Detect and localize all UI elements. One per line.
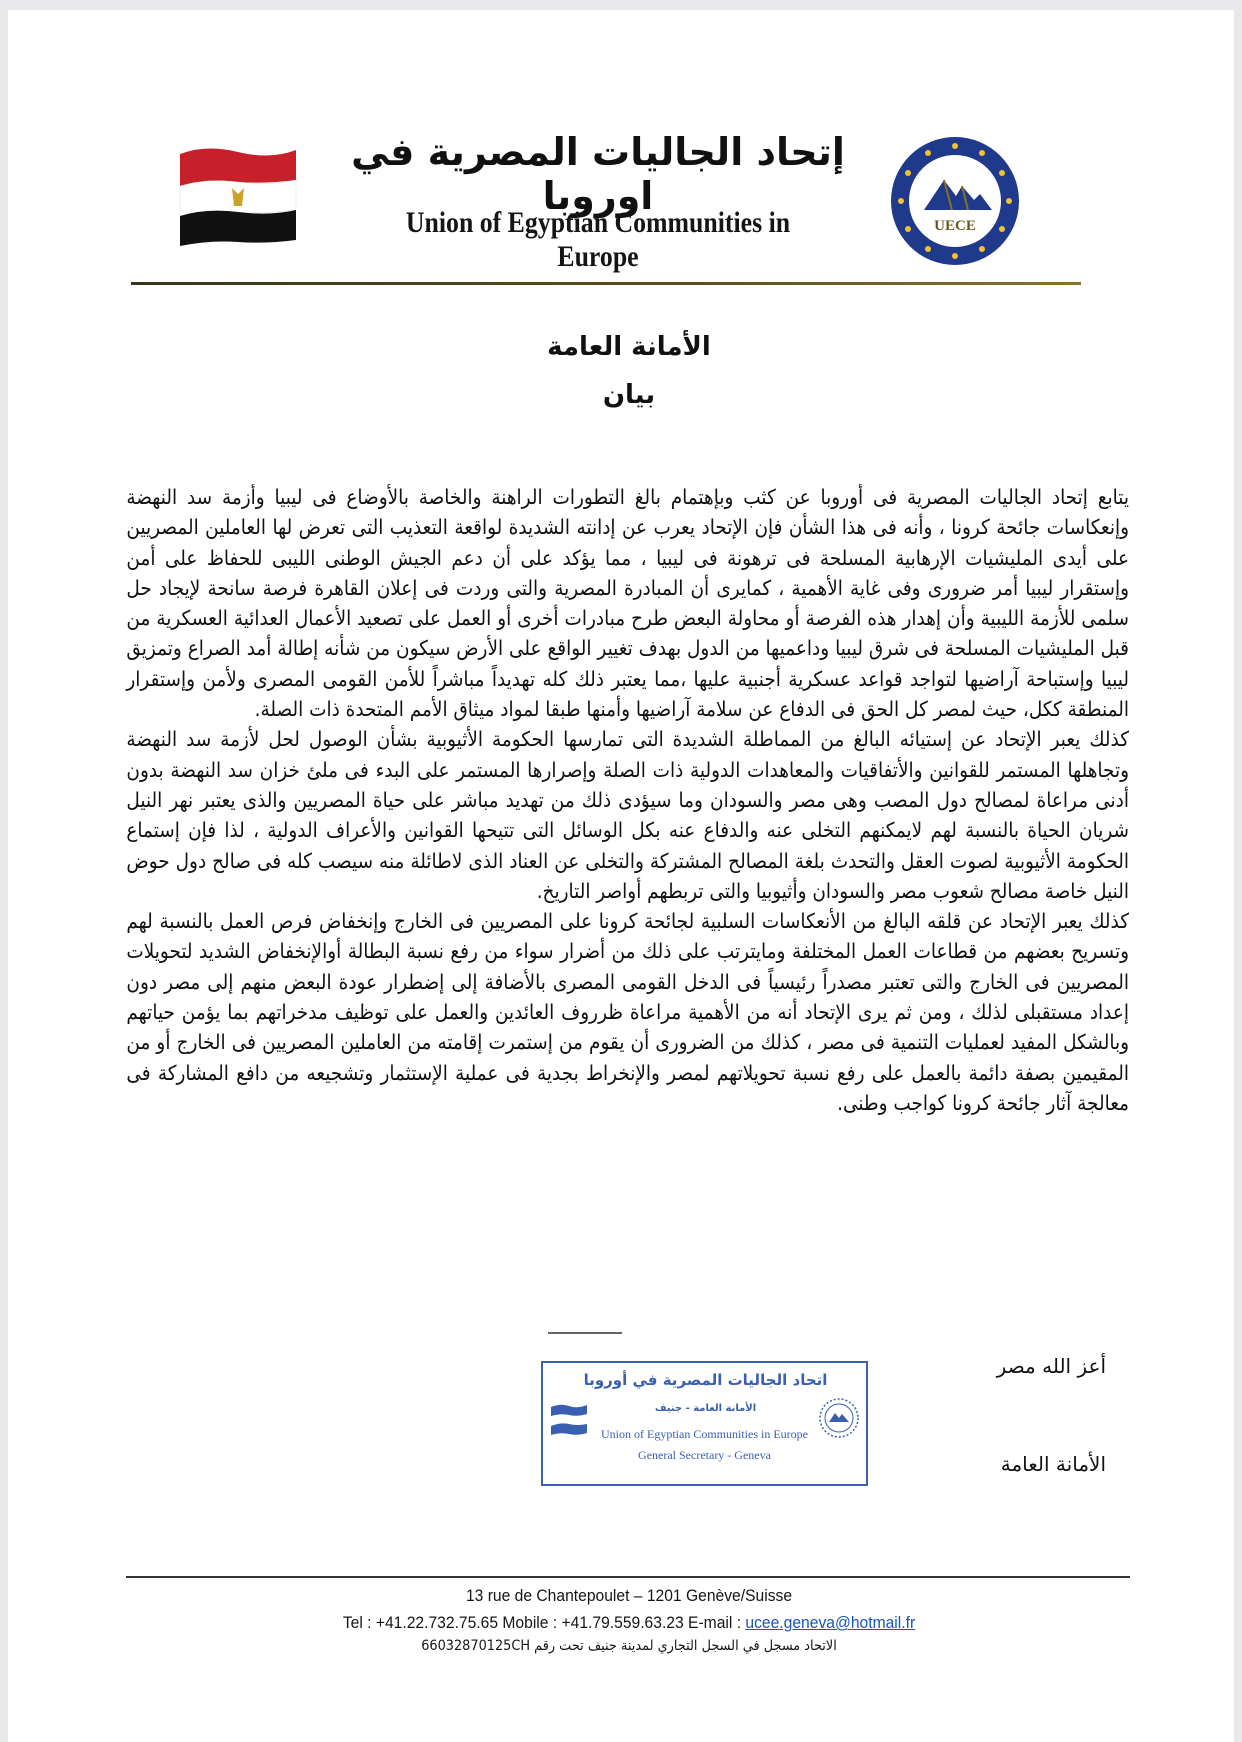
signature-label: الأمانة العامة <box>1000 1452 1106 1476</box>
footer-contact <box>58 1613 1201 1633</box>
document-page <box>8 10 1234 1742</box>
statement-body <box>126 482 1129 1118</box>
department-title: الأمانة العامة <box>547 332 711 362</box>
stamp-dept-english: General Secretary - Geneva <box>638 1448 771 1462</box>
document-type-title: بيان <box>602 380 656 410</box>
footer-address: 13 rue de Chantepoulet – 1201 Genève/Suisse <box>465 1586 793 1605</box>
closing-salutation: أعز الله مصر <box>996 1354 1106 1378</box>
header-divider <box>131 282 1081 285</box>
org-name-arabic: إتحاد الجاليات المصرية في اوروبا <box>351 130 845 218</box>
org-name-english: Union of Egyptian Communities in Europe <box>405 206 791 273</box>
uece-logo-icon <box>888 134 1022 268</box>
paragraph-libya: يتابع إتحاد الجاليات المصرية فى أوروبا عن كثب وبإهتمام بالغ التطورات الراهنة والخاصة بالأوضاع فى ليبيا وأزمة سد النهضة وإنعكاسات جائحة كرونا ، وأنه فى هذا الشأن فإن الإتحاد يعرب عن إدانته الشديدة لواقعة التعذيب التى تعرض لها العاملين المصريين على أيدى المليشيات الإرهابية المسلحة فى ترهونة فى ليبيا ، مما يؤكد على أن دعم الجيش الوطنى الليبى للحفاظ على أمن وإستقرار ليبيا أمر ضرورى وفى غاية الأهمية ، كمايرى أن المبادرة المصرية والتى وردت فى إعلان القاهرة فرصة سانحة لإيجاد حل سلمى للأزمة الليبية وأن إهدار هذه الفرصة أو محاولة البعض طرح مبادرات أخرى أو العمل على تصعيد الأعمال العدائية العسكرية من قبل المليشيات المسلحة فى شرق ليبيا وداعميها من الدول بهدف تغيير الواقع على الأرض سيكون من شأنه إطالة أمد الصراع وتمزيق ليبيا وإستباحة آراضيها لتواجد قواعد عسكرية أجنبية عليها ،مما يعتبر ذلك كله تهديداً مباشراً للأمن القومى المصرى ولأمن وإستقرار المنطقة ككل، حيث لمصر كل الحق فى الدفاع عن سلامة آراضيها وأمنها طبقا لمواد ميثاق الأمم المتحدة ذات الصلة. <box>126 485 1130 722</box>
email-link[interactable]: ucee.geneva@hotmail.fr <box>745 1613 916 1632</box>
footer-registration: الاتحاد مسجل في السجل التجاري لمدينة جنيف تحت رقم 66032870125CH <box>421 1638 837 1654</box>
official-stamp <box>541 1361 868 1486</box>
logo-text: UECE <box>934 218 976 234</box>
footer-phone: Tel : +41.22.732.75.65 Mobile : +41.79.559.63.23 E-mail : <box>342 1613 746 1632</box>
paragraph-renaissance-dam: كذلك يعبر الإتحاد عن إستيائه البالغ من المماطلة الشديدة التى تمارسها الحكومة الأثيوبية بشأن الوصول لحل لأزمة سد النهضة وتجاهلها المستمر للقوانين والأتفاقيات والمعاهدات الدولية ذات الصلة وإصرارها المستمر على البدء فى ملئ خزان سد النهضة بدون أدنى مراعاة لمصالح دول المصب وهى مصر والسودان وما سيؤدى ذلك من تهديد مباشر على حياة المصريين والذى يعتبر نهر النيل شريان الحياة بالنسبة لهم لايمكنهم التخلى عنه والدفاع عنه بكل الوسائل التى تتيحها القوانين والأعراف الدولية ، لذا فإن إستماع الحكومة الأثيوبية لصوت العقل والتحدث بلغة المصالح المشتركة والتخلى عن العناد الذى لاطائلة منه سيصب كله فى صالح دول حوض النيل خاصة مصالح شعوب مصر والسودان وأثيوبيا والتى تربطهم أواصر التاريخ. <box>126 727 1129 903</box>
egypt-flag-icon <box>176 144 300 248</box>
footer-divider <box>126 1576 1130 1578</box>
paragraph-corona: كذلك يعبر الإتحاد عن قلقه البالغ من الأنعكاسات السلبية لجائحة كرونا على المصريين فى الخارج وإنخفاض فرص العمل بالنسبة لهم وتسريح بعضهم من قطاعات العمل المختلفة ومايترتب على ذلك من أضرار سواء من رفع نسبة البطالة أوالإنخفاض الشديد لتحويلات المصريين فى الخارج والتى تعتبر مصدراً رئيسياً فى الدخل القومى المصرى بالأضافة إلى إضطرار عودة البعض منهم إلى مصر دون إعداد مستقبلى لذلك ، ومن ثم يرى الإتحاد أنه من الأهمية مراعاة ظرروف العائدين والعمل على توظيف مدخراتهم بما يؤمن حياتهم وبالشكل المفيد لعمليات التنمية فى مصر ، كذلك من الضرورى أن يقوم من إستمرت إقامته من العاملين المصريين فى الخارج أو من المقيمين بصفة دائمة بالعمل على رفع نسبة تحويلاتهم لمصر والإنخراط بجدية فى عملية الإستثمار وتشجيعه من دافع المشاركة فى معالجة آثار جائحة كرونا كواجب وطنى. <box>126 909 1129 1115</box>
closing-separator <box>548 1332 622 1334</box>
stamp-org-arabic: اتحاد الجاليات المصرية في أوروبا <box>583 1371 828 1389</box>
stamp-org-english: Union of Egyptian Communities in Europe <box>601 1427 808 1441</box>
stamp-dept-arabic: الأمانة العامة - جنيف <box>654 1403 757 1414</box>
